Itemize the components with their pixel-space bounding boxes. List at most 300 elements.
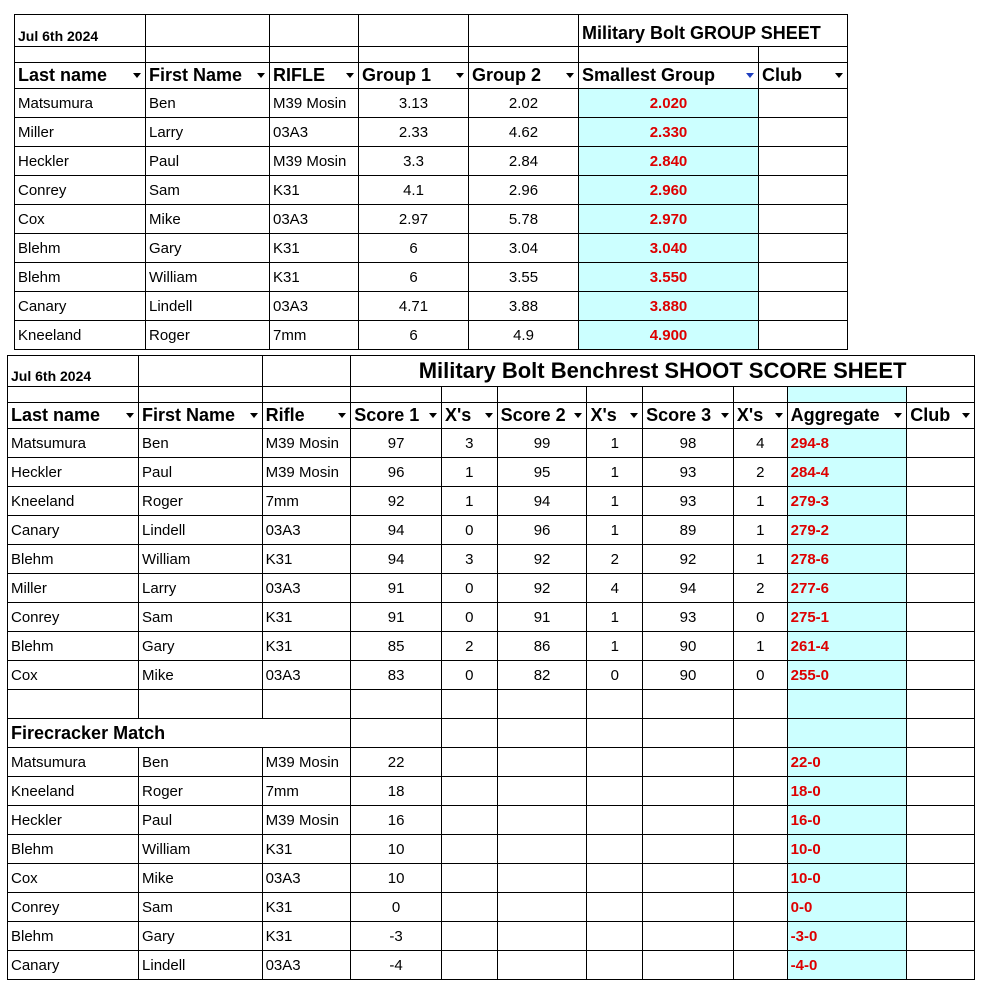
table-cell: 1 — [587, 458, 643, 487]
filter-dropdown-icon[interactable] — [133, 73, 141, 78]
column-header-group-2[interactable]: Group 2 — [469, 63, 579, 89]
blank-cell — [442, 690, 498, 719]
table-cell — [497, 748, 587, 777]
blank-cell — [497, 690, 587, 719]
table-cell: M39 Mosin — [262, 429, 351, 458]
table-cell: 0 — [442, 574, 498, 603]
table-cell: 1 — [733, 545, 787, 574]
table-cell: K31 — [262, 835, 351, 864]
table-cell: 6 — [359, 263, 469, 292]
table-cell: 03A3 — [270, 205, 359, 234]
table-row — [8, 777, 975, 806]
table-cell: 4.9 — [469, 321, 579, 350]
table-cell: 18-0 — [787, 777, 907, 806]
table-row — [8, 574, 975, 603]
table-cell: 0 — [733, 603, 787, 632]
table-cell — [907, 458, 975, 487]
score-sheet-table — [7, 355, 975, 980]
table-cell: 98 — [643, 429, 734, 458]
blank-cell — [497, 387, 587, 403]
table-cell: Cox — [8, 864, 139, 893]
table-cell — [643, 922, 734, 951]
table-cell: 0 — [442, 516, 498, 545]
table-cell: 2.960 — [579, 176, 759, 205]
blank-cell — [643, 690, 734, 719]
table-cell: 16-0 — [787, 806, 907, 835]
column-header-score-2[interactable]: Score 2 — [497, 403, 587, 429]
table-cell: Larry — [139, 574, 263, 603]
blank-cell — [359, 15, 469, 47]
column-header-x-s[interactable]: X's — [442, 403, 498, 429]
table-cell: 92 — [497, 574, 587, 603]
table-cell: 2 — [442, 632, 498, 661]
table-cell — [442, 864, 498, 893]
table-cell — [907, 951, 975, 980]
table-cell: 2 — [733, 574, 787, 603]
table-cell: 7mm — [262, 487, 351, 516]
blank-cell — [442, 387, 498, 403]
table-cell — [907, 777, 975, 806]
table-cell: 92 — [351, 487, 442, 516]
table-cell: Conrey — [8, 603, 139, 632]
table-cell — [497, 835, 587, 864]
table-cell — [907, 748, 975, 777]
table-cell: K31 — [270, 176, 359, 205]
table-cell — [587, 922, 643, 951]
table-cell: Blehm — [15, 263, 146, 292]
table-cell: Lindell — [146, 292, 270, 321]
table-cell — [907, 893, 975, 922]
table-cell: 278-6 — [787, 545, 907, 574]
table-cell: 7mm — [262, 777, 351, 806]
group-sheet-date: Jul 6th 2024 — [15, 15, 146, 47]
table-cell: Kneeland — [8, 777, 139, 806]
table-cell: 90 — [643, 661, 734, 690]
table-cell — [907, 835, 975, 864]
table-cell — [759, 292, 848, 321]
filter-dropdown-icon[interactable] — [429, 413, 437, 418]
table-cell: Kneeland — [15, 321, 146, 350]
table-row — [8, 603, 975, 632]
filter-dropdown-icon[interactable] — [257, 73, 265, 78]
blank-cell — [139, 690, 263, 719]
table-cell: Mike — [139, 661, 263, 690]
table-cell — [759, 205, 848, 234]
column-header-club[interactable]: Club — [759, 63, 848, 89]
blank-cell — [787, 690, 907, 719]
table-cell — [442, 951, 498, 980]
table-cell: 1 — [733, 516, 787, 545]
blank-cell — [262, 690, 351, 719]
table-cell: Blehm — [8, 545, 139, 574]
table-cell: Canary — [15, 292, 146, 321]
table-cell: -4-0 — [787, 951, 907, 980]
table-cell: Gary — [139, 632, 263, 661]
table-cell — [587, 748, 643, 777]
blank-cell — [787, 719, 907, 748]
table-cell: Blehm — [8, 632, 139, 661]
table-cell: 0 — [587, 661, 643, 690]
table-cell: 3.88 — [469, 292, 579, 321]
column-header-rifle[interactable]: RIFLE — [270, 63, 359, 89]
table-row — [8, 458, 975, 487]
table-cell — [733, 748, 787, 777]
table-cell — [759, 89, 848, 118]
table-cell — [907, 603, 975, 632]
table-row — [15, 292, 848, 321]
table-cell: 1 — [733, 487, 787, 516]
table-cell: 255-0 — [787, 661, 907, 690]
blank-cell — [262, 387, 351, 403]
table-cell: 0-0 — [787, 893, 907, 922]
table-cell: 4.71 — [359, 292, 469, 321]
table-cell: Miller — [15, 118, 146, 147]
table-cell — [907, 516, 975, 545]
table-cell: K31 — [262, 545, 351, 574]
table-cell — [643, 864, 734, 893]
blank-cell — [146, 47, 270, 63]
filter-dropdown-icon[interactable] — [630, 413, 638, 418]
table-cell: 2.97 — [359, 205, 469, 234]
table-row — [8, 748, 975, 777]
table-cell: 3 — [442, 545, 498, 574]
table-cell — [733, 835, 787, 864]
table-cell: 3.3 — [359, 147, 469, 176]
table-row — [8, 632, 975, 661]
table-cell — [643, 893, 734, 922]
table-cell — [759, 176, 848, 205]
table-cell: 03A3 — [262, 516, 351, 545]
table-cell: 275-1 — [787, 603, 907, 632]
table-cell — [759, 321, 848, 350]
blank-cell — [270, 15, 359, 47]
table-cell: 3.550 — [579, 263, 759, 292]
table-cell: Gary — [139, 922, 263, 951]
blank-cell — [262, 356, 351, 387]
table-cell: 97 — [351, 429, 442, 458]
filter-dropdown-icon[interactable] — [126, 413, 134, 418]
filter-dropdown-icon[interactable] — [775, 413, 783, 418]
table-cell: 92 — [497, 545, 587, 574]
table-cell: 2.020 — [579, 89, 759, 118]
table-cell: Conrey — [15, 176, 146, 205]
blank-cell — [787, 387, 907, 403]
table-cell: 1 — [587, 603, 643, 632]
table-cell — [907, 632, 975, 661]
table-cell: Kneeland — [8, 487, 139, 516]
table-cell: 22 — [351, 748, 442, 777]
filter-dropdown-icon[interactable] — [962, 413, 970, 418]
table-cell: 3.880 — [579, 292, 759, 321]
table-cell: 93 — [643, 603, 734, 632]
table-cell: 6 — [359, 234, 469, 263]
blank-cell — [270, 47, 359, 63]
blank-cell — [146, 15, 270, 47]
table-cell: Ben — [139, 748, 263, 777]
table-cell: 94 — [497, 487, 587, 516]
table-cell — [759, 263, 848, 292]
table-cell: 4 — [733, 429, 787, 458]
blank-cell — [442, 719, 498, 748]
section-row — [8, 719, 975, 748]
blank-cell — [907, 387, 975, 403]
table-cell: Heckler — [8, 458, 139, 487]
table-cell — [907, 864, 975, 893]
table-cell: 7mm — [270, 321, 359, 350]
table-cell: 2.330 — [579, 118, 759, 147]
table-cell: Cox — [15, 205, 146, 234]
table-cell: 3.04 — [469, 234, 579, 263]
table-cell: 2.970 — [579, 205, 759, 234]
table-cell: Matsumura — [8, 748, 139, 777]
table-cell: K31 — [262, 893, 351, 922]
table-cell: 10 — [351, 835, 442, 864]
table-cell: William — [146, 263, 270, 292]
blank-cell — [351, 387, 442, 403]
table-cell — [587, 893, 643, 922]
column-header-score-3[interactable]: Score 3 — [643, 403, 734, 429]
score-sheet-title: Military Bolt Benchrest SHOOT SCORE SHEET — [351, 356, 975, 387]
column-header-score-1[interactable]: Score 1 — [351, 403, 442, 429]
table-cell: Sam — [139, 893, 263, 922]
table-cell: 91 — [351, 574, 442, 603]
table-cell: Blehm — [8, 922, 139, 951]
table-cell — [907, 661, 975, 690]
blank-cell — [643, 387, 734, 403]
table-cell: 96 — [351, 458, 442, 487]
table-row — [15, 263, 848, 292]
table-cell: 91 — [351, 603, 442, 632]
table-cell: 1 — [587, 632, 643, 661]
blank-cell — [643, 719, 734, 748]
table-cell: Mike — [139, 864, 263, 893]
filter-dropdown-icon[interactable] — [485, 413, 493, 418]
table-cell — [587, 806, 643, 835]
table-cell — [733, 951, 787, 980]
table-cell: 277-6 — [787, 574, 907, 603]
filter-dropdown-icon[interactable] — [456, 73, 464, 78]
column-header-x-s[interactable]: X's — [733, 403, 787, 429]
table-cell — [587, 951, 643, 980]
table-cell: 03A3 — [262, 951, 351, 980]
table-cell: M39 Mosin — [270, 147, 359, 176]
table-cell: William — [139, 545, 263, 574]
table-cell: 3.13 — [359, 89, 469, 118]
table-cell: 1 — [587, 429, 643, 458]
column-header-aggregate[interactable]: Aggregate — [787, 403, 907, 429]
table-cell — [733, 777, 787, 806]
filter-dropdown-icon[interactable] — [338, 413, 346, 418]
table-cell: 1 — [733, 632, 787, 661]
table-cell — [643, 806, 734, 835]
table-cell — [759, 147, 848, 176]
section-title: Firecracker Match — [8, 719, 351, 748]
table-cell: 5.78 — [469, 205, 579, 234]
table-cell — [733, 864, 787, 893]
table-cell — [907, 806, 975, 835]
column-header-club[interactable]: Club — [907, 403, 975, 429]
blank-cell — [907, 690, 975, 719]
table-cell — [442, 835, 498, 864]
table-cell — [497, 806, 587, 835]
table-cell: Paul — [146, 147, 270, 176]
table-cell: M39 Mosin — [270, 89, 359, 118]
table-cell: Sam — [139, 603, 263, 632]
table-cell — [497, 777, 587, 806]
table-cell: 4.62 — [469, 118, 579, 147]
table-cell: 90 — [643, 632, 734, 661]
filter-dropdown-icon[interactable] — [835, 73, 843, 78]
table-cell — [733, 893, 787, 922]
table-cell: 0 — [442, 603, 498, 632]
table-cell: Ben — [139, 429, 263, 458]
table-cell — [643, 835, 734, 864]
table-cell: 82 — [497, 661, 587, 690]
table-cell: 85 — [351, 632, 442, 661]
table-cell: Canary — [8, 951, 139, 980]
filter-dropdown-icon[interactable] — [574, 413, 582, 418]
blank-cell — [351, 690, 442, 719]
group-sheet — [14, 14, 848, 359]
table-row — [15, 321, 848, 350]
blank-cell — [579, 47, 759, 63]
column-header-smallest-group[interactable]: Smallest Group — [579, 63, 759, 89]
table-cell — [497, 922, 587, 951]
column-header-last-name[interactable]: Last name — [15, 63, 146, 89]
table-cell: 1 — [442, 487, 498, 516]
table-cell: 03A3 — [262, 574, 351, 603]
table-cell: 94 — [351, 545, 442, 574]
table-cell: 0 — [351, 893, 442, 922]
table-cell: 2.96 — [469, 176, 579, 205]
table-cell: 03A3 — [270, 292, 359, 321]
table-cell — [643, 748, 734, 777]
blank-cell — [469, 15, 579, 47]
table-cell: 284-4 — [787, 458, 907, 487]
table-cell: Cox — [8, 661, 139, 690]
table-cell: Miller — [8, 574, 139, 603]
table-cell: 03A3 — [262, 864, 351, 893]
blank-cell — [8, 387, 139, 403]
table-cell — [907, 574, 975, 603]
table-cell: 3.55 — [469, 263, 579, 292]
table-cell: 22-0 — [787, 748, 907, 777]
table-cell: Blehm — [8, 835, 139, 864]
table-cell: K31 — [262, 603, 351, 632]
table-cell: Gary — [146, 234, 270, 263]
table-row — [15, 176, 848, 205]
filter-dropdown-icon[interactable] — [721, 413, 729, 418]
table-cell — [442, 806, 498, 835]
table-cell: -3-0 — [787, 922, 907, 951]
table-cell: 6 — [359, 321, 469, 350]
table-row — [8, 429, 975, 458]
table-row — [8, 951, 975, 980]
table-cell — [587, 777, 643, 806]
table-cell: 279-2 — [787, 516, 907, 545]
table-cell: Matsumura — [15, 89, 146, 118]
blank-cell — [907, 719, 975, 748]
table-cell: Canary — [8, 516, 139, 545]
table-cell: 4 — [587, 574, 643, 603]
group-sheet-title: Military Bolt GROUP SHEET — [579, 15, 848, 47]
table-cell: M39 Mosin — [262, 806, 351, 835]
table-cell: 89 — [643, 516, 734, 545]
table-cell: Blehm — [15, 234, 146, 263]
blank-cell — [759, 47, 848, 63]
column-header-first-name[interactable]: First Name — [139, 403, 263, 429]
table-cell — [442, 893, 498, 922]
table-cell: 294-8 — [787, 429, 907, 458]
table-cell: 2.02 — [469, 89, 579, 118]
table-cell: Larry — [146, 118, 270, 147]
table-cell: 10 — [351, 864, 442, 893]
table-cell — [497, 951, 587, 980]
blank-cell — [139, 387, 263, 403]
table-row — [8, 922, 975, 951]
table-cell: 2 — [587, 545, 643, 574]
table-cell: 96 — [497, 516, 587, 545]
filter-dropdown-icon[interactable] — [894, 413, 902, 418]
column-header-rifle[interactable]: Rifle — [262, 403, 351, 429]
table-row — [15, 147, 848, 176]
table-cell: 93 — [643, 458, 734, 487]
score-sheet — [7, 355, 975, 983]
table-cell: -4 — [351, 951, 442, 980]
table-cell — [733, 806, 787, 835]
table-cell: 3 — [442, 429, 498, 458]
table-cell: 16 — [351, 806, 442, 835]
table-cell: Roger — [139, 487, 263, 516]
table-cell: 03A3 — [270, 118, 359, 147]
filter-dropdown-icon[interactable] — [250, 413, 258, 418]
table-cell: 10-0 — [787, 864, 907, 893]
table-cell: 94 — [351, 516, 442, 545]
table-cell: 99 — [497, 429, 587, 458]
table-row — [8, 487, 975, 516]
column-header-group-1[interactable]: Group 1 — [359, 63, 469, 89]
table-cell — [497, 893, 587, 922]
table-cell: M39 Mosin — [262, 458, 351, 487]
table-cell — [759, 234, 848, 263]
blank-cell — [351, 719, 442, 748]
blank-cell — [359, 47, 469, 63]
blank-cell — [469, 47, 579, 63]
table-cell: 92 — [643, 545, 734, 574]
blank-row — [8, 690, 975, 719]
table-cell: 4.1 — [359, 176, 469, 205]
table-cell: 93 — [643, 487, 734, 516]
table-cell: 1 — [587, 487, 643, 516]
group-sheet-table — [14, 14, 848, 350]
column-header-last-name[interactable]: Last name — [8, 403, 139, 429]
sort-desc-icon[interactable] — [746, 73, 754, 78]
table-cell: Matsumura — [8, 429, 139, 458]
table-cell — [587, 864, 643, 893]
table-row — [8, 893, 975, 922]
filter-dropdown-icon[interactable] — [566, 73, 574, 78]
table-row — [8, 545, 975, 574]
table-cell — [442, 777, 498, 806]
table-cell: 83 — [351, 661, 442, 690]
filter-dropdown-icon[interactable] — [346, 73, 354, 78]
column-header-x-s[interactable]: X's — [587, 403, 643, 429]
table-row — [8, 806, 975, 835]
table-cell: K31 — [270, 263, 359, 292]
table-cell: Lindell — [139, 951, 263, 980]
column-header-first-name[interactable]: First Name — [146, 63, 270, 89]
table-cell — [907, 487, 975, 516]
